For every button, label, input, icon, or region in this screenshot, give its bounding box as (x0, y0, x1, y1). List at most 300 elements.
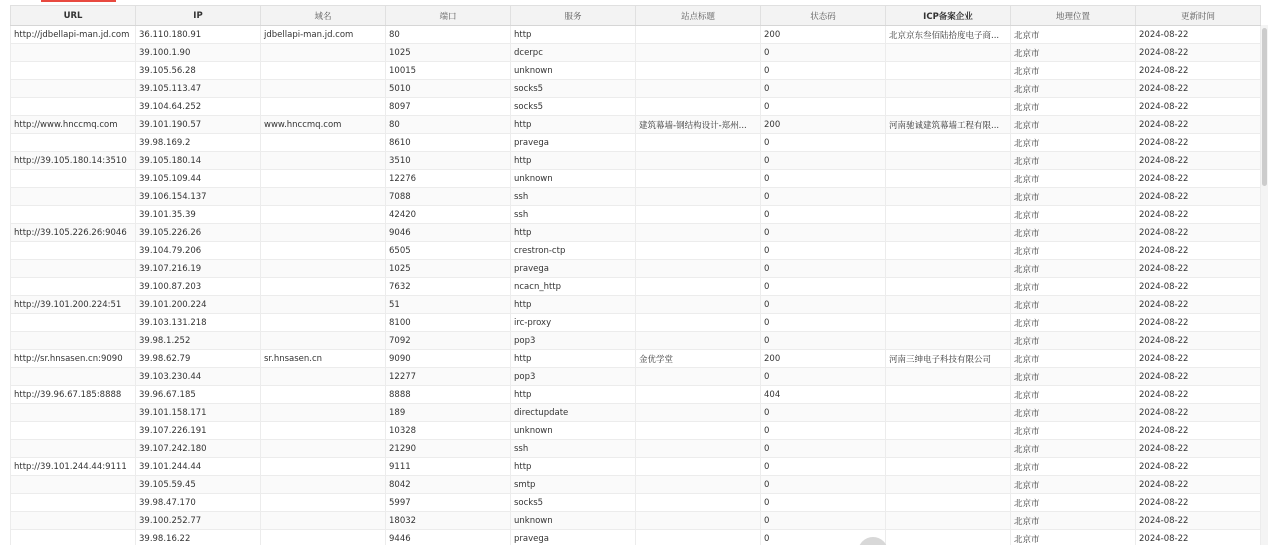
status-code-cell: 0 (761, 530, 886, 545)
site-title-cell (636, 206, 761, 224)
domain-cell (261, 62, 386, 80)
port-cell: 12277 (386, 368, 511, 386)
site-title-cell (636, 476, 761, 494)
icp-company-cell: 河南三绅电子科技有限公司 (886, 350, 1011, 368)
service-cell: socks5 (511, 80, 636, 98)
domain-cell (261, 152, 386, 170)
table-row[interactable] (11, 206, 1261, 224)
status-code-cell: 0 (761, 80, 886, 98)
location-cell: 北京市 (1011, 152, 1136, 170)
port-cell: 6505 (386, 242, 511, 260)
scrollbar-thumb[interactable] (1262, 28, 1267, 186)
port-cell: 80 (386, 26, 511, 44)
update-time-cell: 2024-08-22 (1136, 530, 1261, 545)
domain-cell (261, 44, 386, 62)
site-title-cell (636, 188, 761, 206)
status-code-cell: 0 (761, 368, 886, 386)
port-cell: 9446 (386, 530, 511, 545)
status-code-cell: 0 (761, 44, 886, 62)
update-time-cell: 2024-08-22 (1136, 80, 1261, 98)
active-tab-indicator[interactable] (41, 0, 116, 2)
ip-cell: 39.105.59.45 (136, 476, 261, 494)
update-time-cell: 2024-08-22 (1136, 98, 1261, 116)
port-cell: 8610 (386, 134, 511, 152)
icp-company-cell (886, 188, 1011, 206)
table-row[interactable] (11, 530, 1261, 545)
url-cell[interactable] (11, 368, 136, 386)
site-title-cell (636, 62, 761, 80)
update-time-cell: 2024-08-22 (1136, 314, 1261, 332)
location-cell: 北京市 (1011, 206, 1136, 224)
site-title-cell (636, 440, 761, 458)
site-title-cell (636, 80, 761, 98)
service-cell: ncacn_http (511, 278, 636, 296)
site-title-cell (636, 242, 761, 260)
table-row[interactable] (11, 476, 1261, 494)
service-cell: ssh (511, 206, 636, 224)
domain-cell (261, 494, 386, 512)
url-cell[interactable] (11, 134, 136, 152)
port-cell: 8100 (386, 314, 511, 332)
ip-cell: 39.107.242.180 (136, 440, 261, 458)
table-body (11, 26, 1261, 545)
site-title-cell (636, 260, 761, 278)
status-code-cell: 404 (761, 386, 886, 404)
table-row[interactable] (11, 116, 1261, 134)
results-table-container (10, 5, 1260, 545)
icp-company-cell (886, 368, 1011, 386)
domain-cell (261, 278, 386, 296)
table-row[interactable] (11, 440, 1261, 458)
service-cell: pravega (511, 260, 636, 278)
service-cell: unknown (511, 512, 636, 530)
table-row[interactable] (11, 242, 1261, 260)
port-cell: 7088 (386, 188, 511, 206)
status-code-cell: 0 (761, 404, 886, 422)
url-cell[interactable] (11, 44, 136, 62)
domain-cell (261, 188, 386, 206)
site-title-cell (636, 314, 761, 332)
url-cell[interactable]: http://39.105.180.14:3510 (11, 152, 136, 170)
status-code-cell: 200 (761, 26, 886, 44)
icp-company-cell (886, 440, 1011, 458)
update-time-cell: 2024-08-22 (1136, 62, 1261, 80)
ip-cell: 39.101.158.171 (136, 404, 261, 422)
icp-company-cell (886, 530, 1011, 545)
ip-cell: 39.106.154.137 (136, 188, 261, 206)
update-time-cell: 2024-08-22 (1136, 116, 1261, 134)
port-cell: 5010 (386, 80, 511, 98)
table-row[interactable] (11, 98, 1261, 116)
status-code-cell: 0 (761, 296, 886, 314)
update-time-cell: 2024-08-22 (1136, 188, 1261, 206)
service-cell: directupdate (511, 404, 636, 422)
url-cell[interactable]: http://jdbellapi-man.jd.com (11, 26, 136, 44)
location-cell: 北京市 (1011, 350, 1136, 368)
icp-company-cell (886, 242, 1011, 260)
location-cell: 北京市 (1011, 404, 1136, 422)
site-title-cell (636, 422, 761, 440)
domain-cell: jdbellapi-man.jd.com (261, 26, 386, 44)
icp-company-cell (886, 512, 1011, 530)
icp-company-cell: 北京京东叁佰陆拾度电子商... (886, 26, 1011, 44)
icp-company-cell (886, 296, 1011, 314)
table-row[interactable] (11, 260, 1261, 278)
status-code-cell: 0 (761, 440, 886, 458)
service-cell: http (511, 386, 636, 404)
port-cell: 12276 (386, 170, 511, 188)
ip-cell: 39.98.169.2 (136, 134, 261, 152)
service-cell: http (511, 458, 636, 476)
url-cell[interactable] (11, 242, 136, 260)
port-cell: 80 (386, 116, 511, 134)
ip-cell: 39.101.35.39 (136, 206, 261, 224)
domain-cell (261, 224, 386, 242)
domain-cell (261, 368, 386, 386)
domain-cell (261, 404, 386, 422)
service-cell: http (511, 350, 636, 368)
ip-cell: 39.96.67.185 (136, 386, 261, 404)
url-cell[interactable] (11, 332, 136, 350)
status-code-cell: 0 (761, 314, 886, 332)
icp-company-cell (886, 80, 1011, 98)
url-cell[interactable]: http://39.101.200.224:51 (11, 296, 136, 314)
location-cell: 北京市 (1011, 314, 1136, 332)
url-cell[interactable] (11, 530, 136, 545)
table-row[interactable] (11, 152, 1261, 170)
table-row[interactable] (11, 188, 1261, 206)
url-cell[interactable] (11, 440, 136, 458)
column-header-port[interactable]: 端口 (386, 6, 511, 26)
site-title-cell (636, 512, 761, 530)
location-cell: 北京市 (1011, 170, 1136, 188)
site-title-cell (636, 134, 761, 152)
ip-cell: 39.98.47.170 (136, 494, 261, 512)
icp-company-cell (886, 224, 1011, 242)
url-cell[interactable] (11, 494, 136, 512)
domain-cell (261, 260, 386, 278)
site-title-cell (636, 494, 761, 512)
url-cell[interactable] (11, 476, 136, 494)
service-cell: irc-proxy (511, 314, 636, 332)
location-cell: 北京市 (1011, 422, 1136, 440)
ip-cell: 39.107.226.191 (136, 422, 261, 440)
port-cell: 7632 (386, 278, 511, 296)
ip-cell: 39.101.200.224 (136, 296, 261, 314)
update-time-cell: 2024-08-22 (1136, 134, 1261, 152)
service-cell: smtp (511, 476, 636, 494)
location-cell: 北京市 (1011, 494, 1136, 512)
status-code-cell: 200 (761, 116, 886, 134)
port-cell: 8097 (386, 98, 511, 116)
table-row[interactable] (11, 44, 1261, 62)
location-cell: 北京市 (1011, 440, 1136, 458)
port-cell: 18032 (386, 512, 511, 530)
update-time-cell: 2024-08-22 (1136, 170, 1261, 188)
ip-cell: 39.105.113.47 (136, 80, 261, 98)
service-cell: http (511, 224, 636, 242)
table-row[interactable] (11, 296, 1261, 314)
table-row[interactable] (11, 332, 1261, 350)
port-cell: 1025 (386, 44, 511, 62)
service-cell: http (511, 116, 636, 134)
icp-company-cell (886, 44, 1011, 62)
ip-cell: 39.101.190.57 (136, 116, 261, 134)
column-header-icp-company[interactable]: ICP备案企业 (886, 6, 1011, 26)
service-cell: http (511, 296, 636, 314)
update-time-cell: 2024-08-22 (1136, 332, 1261, 350)
url-cell[interactable] (11, 404, 136, 422)
ip-cell: 39.98.62.79 (136, 350, 261, 368)
table-row[interactable] (11, 458, 1261, 476)
table-row[interactable] (11, 404, 1261, 422)
location-cell: 北京市 (1011, 80, 1136, 98)
column-header-status-code[interactable]: 状态码 (761, 6, 886, 26)
site-title-cell (636, 44, 761, 62)
location-cell: 北京市 (1011, 242, 1136, 260)
update-time-cell: 2024-08-22 (1136, 224, 1261, 242)
location-cell: 北京市 (1011, 224, 1136, 242)
domain-cell (261, 422, 386, 440)
port-cell: 9090 (386, 350, 511, 368)
site-title-cell (636, 26, 761, 44)
service-cell: socks5 (511, 98, 636, 116)
site-title-cell (636, 404, 761, 422)
table-row[interactable] (11, 494, 1261, 512)
table-row[interactable] (11, 314, 1261, 332)
domain-cell (261, 332, 386, 350)
ip-cell: 39.103.131.218 (136, 314, 261, 332)
status-code-cell: 0 (761, 152, 886, 170)
url-cell[interactable]: http://39.105.226.26:9046 (11, 224, 136, 242)
service-cell: crestron-ctp (511, 242, 636, 260)
icp-company-cell (886, 314, 1011, 332)
status-code-cell: 200 (761, 350, 886, 368)
port-cell: 10015 (386, 62, 511, 80)
icp-company-cell (886, 278, 1011, 296)
status-code-cell: 0 (761, 278, 886, 296)
location-cell: 北京市 (1011, 62, 1136, 80)
service-cell: unknown (511, 62, 636, 80)
url-cell[interactable] (11, 80, 136, 98)
domain-cell (261, 458, 386, 476)
site-title-cell (636, 530, 761, 545)
table-row[interactable] (11, 26, 1261, 44)
domain-cell (261, 98, 386, 116)
port-cell: 9111 (386, 458, 511, 476)
port-cell: 1025 (386, 260, 511, 278)
location-cell: 北京市 (1011, 260, 1136, 278)
service-cell: pravega (511, 530, 636, 545)
status-code-cell: 0 (761, 98, 886, 116)
port-cell: 51 (386, 296, 511, 314)
service-cell: unknown (511, 170, 636, 188)
domain-cell (261, 530, 386, 545)
ip-cell: 39.100.1.90 (136, 44, 261, 62)
domain-cell (261, 170, 386, 188)
domain-cell (261, 134, 386, 152)
table-row[interactable] (11, 512, 1261, 530)
column-header-update-time[interactable]: 更新时间 (1136, 6, 1261, 26)
service-cell: pop3 (511, 368, 636, 386)
location-cell: 北京市 (1011, 458, 1136, 476)
url-cell[interactable]: http://39.101.244.44:9111 (11, 458, 136, 476)
status-code-cell: 0 (761, 494, 886, 512)
location-cell: 北京市 (1011, 296, 1136, 314)
table-row[interactable] (11, 224, 1261, 242)
domain-cell (261, 296, 386, 314)
column-header-domain[interactable]: 域名 (261, 6, 386, 26)
location-cell: 北京市 (1011, 188, 1136, 206)
location-cell: 北京市 (1011, 332, 1136, 350)
icp-company-cell (886, 332, 1011, 350)
url-cell[interactable] (11, 170, 136, 188)
domain-cell (261, 440, 386, 458)
service-cell: http (511, 152, 636, 170)
ip-cell: 39.98.1.252 (136, 332, 261, 350)
url-cell[interactable] (11, 314, 136, 332)
update-time-cell: 2024-08-22 (1136, 512, 1261, 530)
table-row[interactable] (11, 278, 1261, 296)
port-cell: 5997 (386, 494, 511, 512)
service-cell: pop3 (511, 332, 636, 350)
vertical-scrollbar[interactable] (1261, 25, 1268, 545)
status-code-cell: 0 (761, 188, 886, 206)
update-time-cell: 2024-08-22 (1136, 278, 1261, 296)
update-time-cell: 2024-08-22 (1136, 26, 1261, 44)
url-cell[interactable] (11, 260, 136, 278)
status-code-cell: 0 (761, 512, 886, 530)
domain-cell: sr.hnsasen.cn (261, 350, 386, 368)
site-title-cell (636, 368, 761, 386)
site-title-cell: 建筑幕墙-钢结构设计-郑州... (636, 116, 761, 134)
table-row[interactable] (11, 62, 1261, 80)
url-cell[interactable] (11, 62, 136, 80)
location-cell: 北京市 (1011, 512, 1136, 530)
update-time-cell: 2024-08-22 (1136, 368, 1261, 386)
icp-company-cell (886, 494, 1011, 512)
table-row[interactable] (11, 80, 1261, 98)
icp-company-cell (886, 260, 1011, 278)
icp-company-cell (886, 170, 1011, 188)
domain-cell (261, 314, 386, 332)
update-time-cell: 2024-08-22 (1136, 206, 1261, 224)
port-cell: 8888 (386, 386, 511, 404)
table-row[interactable] (11, 170, 1261, 188)
icp-company-cell (886, 134, 1011, 152)
location-cell: 北京市 (1011, 44, 1136, 62)
status-code-cell: 0 (761, 206, 886, 224)
icp-company-cell (886, 458, 1011, 476)
site-title-cell (636, 296, 761, 314)
icp-company-cell (886, 62, 1011, 80)
domain-cell (261, 80, 386, 98)
port-cell: 189 (386, 404, 511, 422)
location-cell: 北京市 (1011, 530, 1136, 545)
update-time-cell: 2024-08-22 (1136, 458, 1261, 476)
domain-cell (261, 512, 386, 530)
results-table (10, 5, 1261, 545)
domain-cell: www.hnccmq.com (261, 116, 386, 134)
status-code-cell: 0 (761, 224, 886, 242)
url-cell[interactable]: http://www.hnccmq.com (11, 116, 136, 134)
port-cell: 42420 (386, 206, 511, 224)
url-cell[interactable] (11, 422, 136, 440)
url-cell[interactable] (11, 278, 136, 296)
column-header-url[interactable]: URL (11, 6, 136, 26)
table-row[interactable] (11, 422, 1261, 440)
site-title-cell (636, 458, 761, 476)
site-title-cell (636, 152, 761, 170)
site-title-cell (636, 170, 761, 188)
port-cell: 7092 (386, 332, 511, 350)
site-title-cell (636, 332, 761, 350)
service-cell: ssh (511, 188, 636, 206)
table-row[interactable] (11, 134, 1261, 152)
update-time-cell: 2024-08-22 (1136, 494, 1261, 512)
ip-cell: 39.104.64.252 (136, 98, 261, 116)
service-cell: dcerpc (511, 44, 636, 62)
port-cell: 21290 (386, 440, 511, 458)
location-cell: 北京市 (1011, 134, 1136, 152)
url-cell[interactable]: http://sr.hnsasen.cn:9090 (11, 350, 136, 368)
url-cell[interactable] (11, 188, 136, 206)
column-header-site-title[interactable]: 站点标题 (636, 6, 761, 26)
table-row[interactable] (11, 368, 1261, 386)
status-code-cell: 0 (761, 260, 886, 278)
column-header-service[interactable]: 服务 (511, 6, 636, 26)
domain-cell (261, 242, 386, 260)
domain-cell (261, 476, 386, 494)
ip-cell: 39.103.230.44 (136, 368, 261, 386)
ip-cell: 39.105.56.28 (136, 62, 261, 80)
column-header-ip[interactable]: IP (136, 6, 261, 26)
ip-cell: 39.105.226.26 (136, 224, 261, 242)
location-cell: 北京市 (1011, 386, 1136, 404)
ip-cell: 39.100.252.77 (136, 512, 261, 530)
update-time-cell: 2024-08-22 (1136, 44, 1261, 62)
icp-company-cell (886, 476, 1011, 494)
table-row[interactable] (11, 386, 1261, 404)
update-time-cell: 2024-08-22 (1136, 476, 1261, 494)
update-time-cell: 2024-08-22 (1136, 296, 1261, 314)
location-cell: 北京市 (1011, 368, 1136, 386)
url-cell[interactable] (11, 98, 136, 116)
table-header (11, 6, 1261, 26)
ip-cell: 39.101.244.44 (136, 458, 261, 476)
url-cell[interactable] (11, 512, 136, 530)
service-cell: pravega (511, 134, 636, 152)
ip-cell: 36.110.180.91 (136, 26, 261, 44)
site-title-cell (636, 98, 761, 116)
location-cell: 北京市 (1011, 98, 1136, 116)
icp-company-cell (886, 152, 1011, 170)
table-row[interactable] (11, 350, 1261, 368)
location-cell: 北京市 (1011, 476, 1136, 494)
url-cell[interactable] (11, 206, 136, 224)
domain-cell (261, 386, 386, 404)
ip-cell: 39.105.109.44 (136, 170, 261, 188)
url-cell[interactable]: http://39.96.67.185:8888 (11, 386, 136, 404)
status-code-cell: 0 (761, 62, 886, 80)
update-time-cell: 2024-08-22 (1136, 404, 1261, 422)
port-cell: 8042 (386, 476, 511, 494)
ip-cell: 39.104.79.206 (136, 242, 261, 260)
site-title-cell (636, 224, 761, 242)
column-header-location[interactable]: 地理位置 (1011, 6, 1136, 26)
icp-company-cell (886, 404, 1011, 422)
location-cell: 北京市 (1011, 278, 1136, 296)
